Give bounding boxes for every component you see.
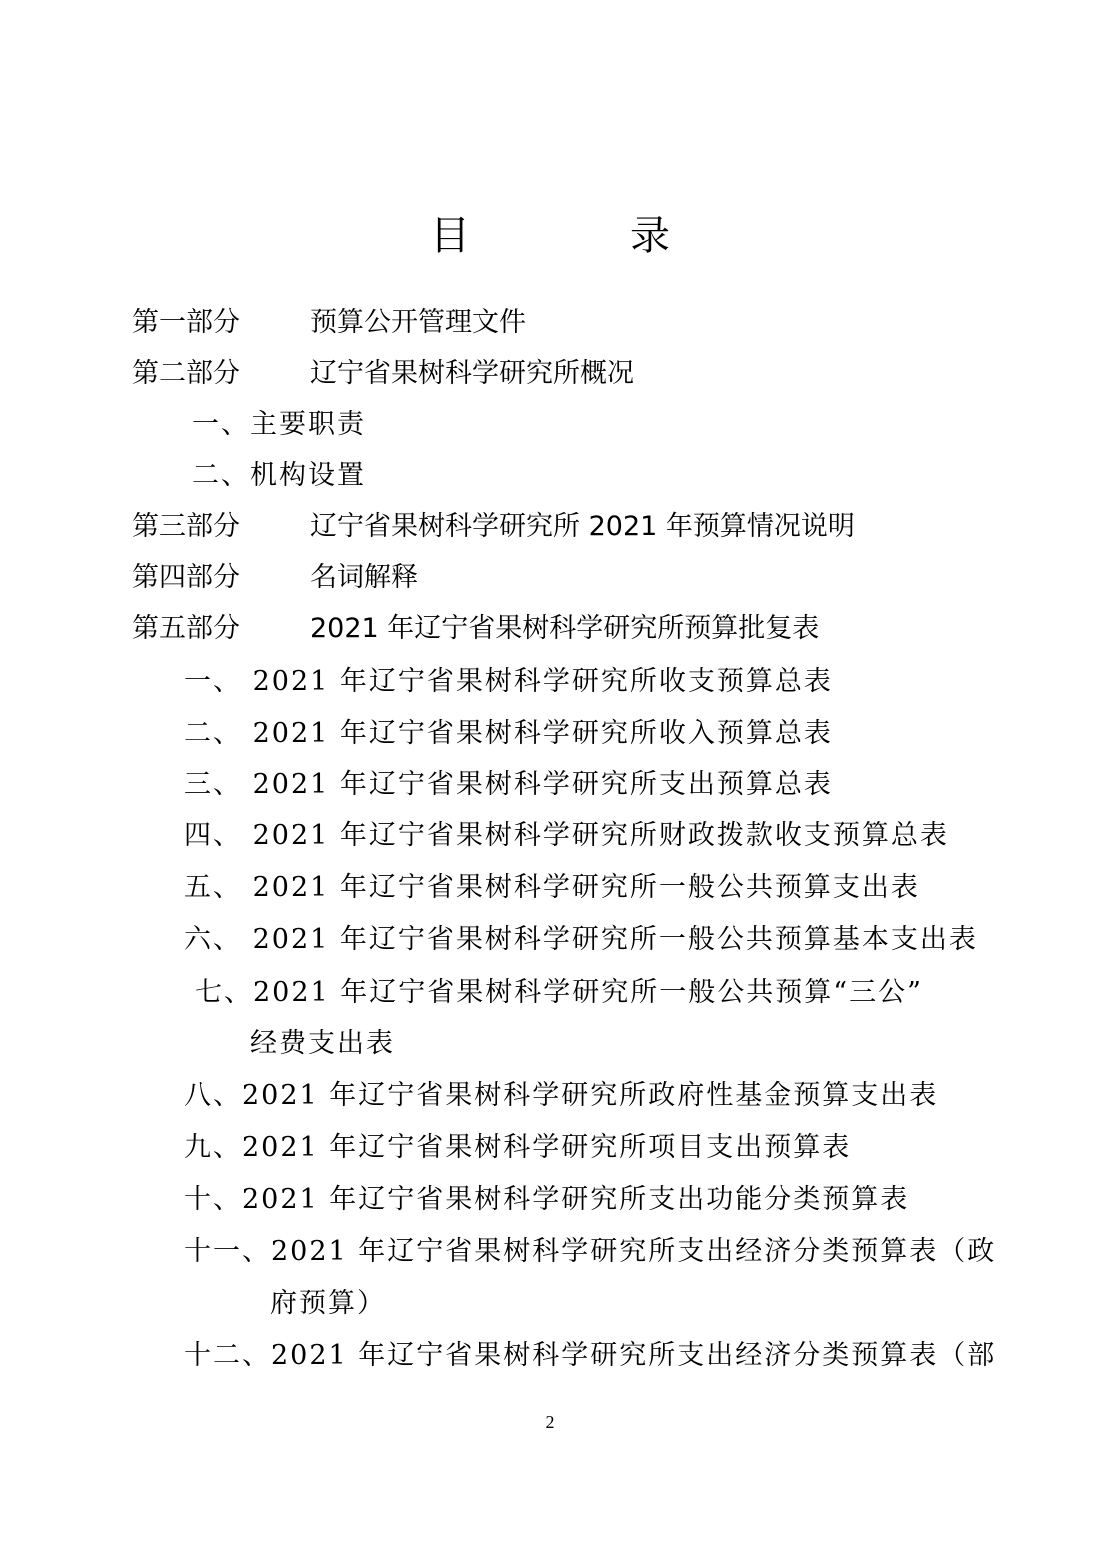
- toc-item-table-10[interactable]: 十、2021 年辽宁省果树科学研究所支出功能分类预算表: [184, 1184, 910, 1215]
- toc-part-5[interactable]: [132, 609, 1032, 649]
- toc-part-number: 第二部分: [132, 358, 240, 389]
- toc-part-1[interactable]: [132, 303, 1032, 343]
- toc-part-number: 第一部分: [132, 307, 240, 338]
- toc-part-name: 辽宁省果树科学研究所 2021 年预算情况说明: [310, 511, 855, 542]
- page-title: 目 录: [430, 213, 730, 259]
- toc-item-organization[interactable]: 二、机构设置: [192, 460, 366, 491]
- toc-item-table-2[interactable]: 二、 2021 年辽宁省果树科学研究所收入预算总表: [184, 718, 833, 749]
- toc-part-2[interactable]: [132, 354, 1032, 394]
- toc-item-table-8[interactable]: 八、2021 年辽宁省果树科学研究所政府性基金预算支出表: [184, 1080, 939, 1111]
- toc-part-name: 辽宁省果树科学研究所概况: [310, 358, 634, 389]
- toc-item-table-4[interactable]: 四、 2021 年辽宁省果树科学研究所财政拨款收支预算总表: [184, 820, 949, 851]
- toc-item-table-5[interactable]: 五、 2021 年辽宁省果树科学研究所一般公共预算支出表: [184, 872, 920, 903]
- toc-part-number: 第三部分: [132, 511, 240, 542]
- toc-part-name: 名词解释: [310, 562, 418, 593]
- page-number: 2: [545, 1412, 555, 1432]
- toc-item-table-3[interactable]: 三、 2021 年辽宁省果树科学研究所支出预算总表: [184, 769, 833, 800]
- toc-item-duties[interactable]: 一、主要职责: [192, 409, 366, 440]
- toc-part-4[interactable]: [132, 558, 1032, 598]
- toc-item-table-9[interactable]: 九、2021 年辽宁省果树科学研究所项目支出预算表: [184, 1132, 852, 1163]
- toc-item-table-6[interactable]: 六、 2021 年辽宁省果树科学研究所一般公共预算基本支出表: [184, 924, 978, 955]
- toc-part-number: 第四部分: [132, 562, 240, 593]
- toc-item-table-11-continued[interactable]: 府预算）: [270, 1288, 386, 1319]
- toc-part-name: 预算公开管理文件: [310, 307, 526, 338]
- toc-item-table-12[interactable]: 十二、2021 年辽宁省果树科学研究所支出经济分类预算表（部: [184, 1340, 997, 1371]
- toc-part-name: 2021 年辽宁省果树科学研究所预算批复表: [310, 613, 820, 644]
- toc-item-table-11[interactable]: 十一、2021 年辽宁省果树科学研究所支出经济分类预算表（政: [184, 1236, 997, 1267]
- toc-item-table-7-continued[interactable]: 经费支出表: [250, 1028, 395, 1059]
- toc-part-3[interactable]: [132, 507, 1032, 547]
- toc-item-table-1[interactable]: 一、 2021 年辽宁省果树科学研究所收支预算总表: [184, 666, 833, 697]
- toc-item-table-7[interactable]: 七、2021 年辽宁省果树科学研究所一般公共预算“三公”: [195, 977, 923, 1008]
- toc-part-number: 第五部分: [132, 613, 240, 644]
